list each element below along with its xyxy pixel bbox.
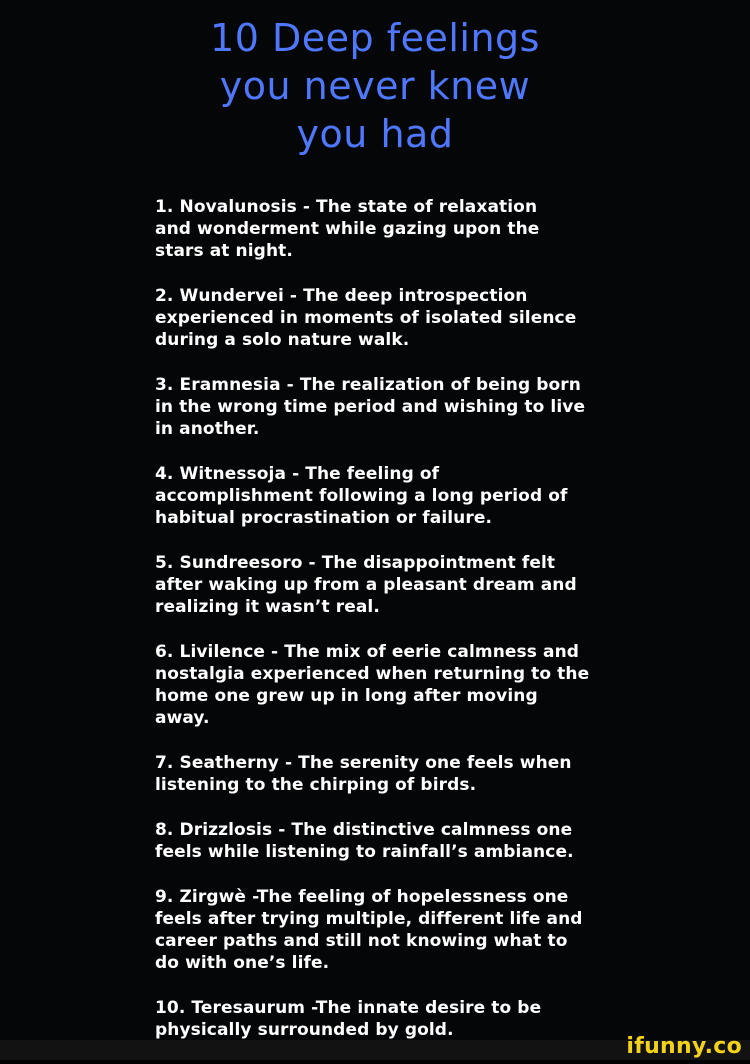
list-item: 8. Drizzlosis - The distinctive calmness one feels while listening to rainfall’s ambiance. [155, 820, 574, 862]
list-item: 9. Zirgwè -The feeling of hopelessness one feels after trying multiple, different life and career paths and still not knowing what to do with one’s life. [155, 887, 583, 973]
list-item: 5. Sundreesoro - The disappointment felt after waking up from a pleasant dream and realizing it wasn’t real. [155, 553, 577, 617]
page-title [0, 14, 750, 158]
list-item: 1. Novalunosis - The state of relaxation and wonderment while gazing upon the stars at night. [155, 197, 540, 261]
list-item: 7. Seatherny - The serenity one feels when listening to the chirping of birds. [155, 753, 572, 795]
title-line-2: you never knew [219, 64, 531, 108]
footer-bar [0, 1034, 750, 1060]
list-item: 6. Livilence - The mix of eerie calmness and nostalgia experienced when returning to the home one grew up in long after moving away. [155, 642, 590, 728]
feelings-list [155, 196, 625, 1064]
watermark-logo: ifunny.co [626, 1034, 742, 1059]
list-item: 2. Wundervei - The deep introspection experienced in moments of isolated silence during a solo nature walk. [155, 286, 577, 350]
title-line-3: you had [296, 112, 454, 156]
title-line-1: 10 Deep feelings [210, 16, 540, 60]
list-item: 10. Teresaurum -The innate desire to be physically surrounded by gold. [155, 998, 542, 1040]
list-item: 4. Witnessoja - The feeling of accomplishment following a long period of habitual procrastination or failure. [155, 464, 568, 528]
list-item: 3. Eramnesia - The realization of being born in the wrong time period and wishing to live in another. [155, 375, 586, 439]
